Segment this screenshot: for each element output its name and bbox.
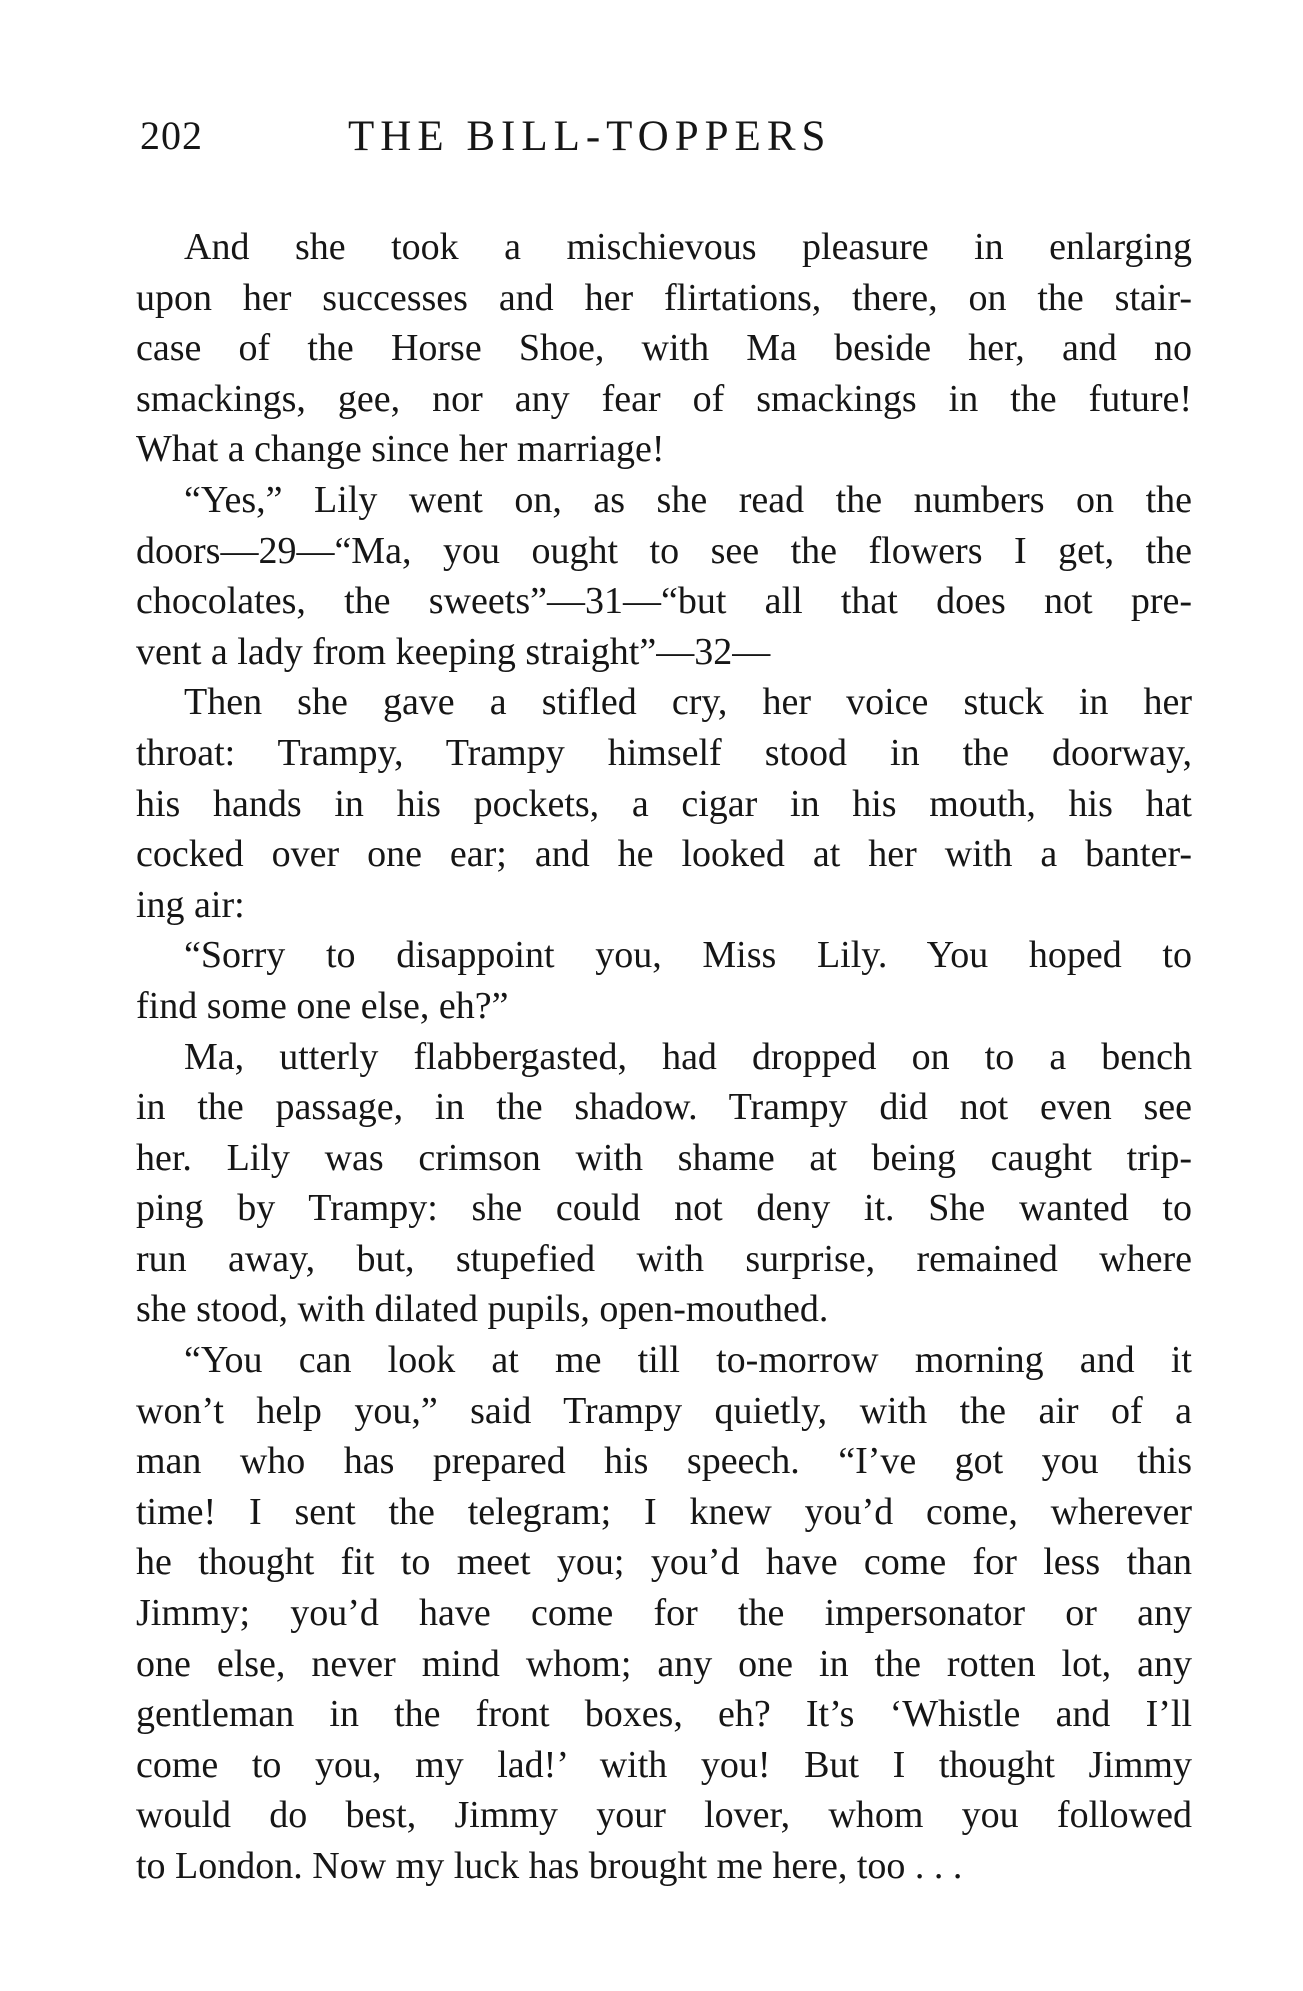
text-line: cocked over one ear; and he looked at her with a banter- bbox=[136, 833, 1192, 876]
running-title: THE BILL-TOPPERS bbox=[348, 113, 832, 160]
text-line: come to you, my lad!’ with you! But I thought Jimmy bbox=[136, 1743, 1192, 1786]
text-line: case of the Horse Shoe, with Ma beside her, and no bbox=[136, 327, 1192, 370]
running-head bbox=[0, 112, 1303, 172]
text-line: in the passage, in the shadow. Trampy did not even see bbox=[136, 1086, 1192, 1129]
text-line: man who has prepared his speech. “I’ve got you this bbox=[136, 1440, 1192, 1483]
text-line: “You can look at me till to-morrow morning and it bbox=[184, 1339, 1192, 1382]
text-line: doors—29—“Ma, you ought to see the flowers I get, the bbox=[136, 529, 1192, 572]
text-line: “Sorry to disappoint you, Miss Lily. You hoped to bbox=[184, 934, 1192, 977]
text-line: And she took a mischievous pleasure in enlarging bbox=[184, 226, 1192, 268]
text-line: smackings, gee, nor any fear of smackings in the future! bbox=[136, 377, 1192, 420]
text-line: find some one else, eh?” bbox=[136, 984, 509, 1027]
text-line: one else, never mind whom; any one in the rotten lot, any bbox=[136, 1642, 1192, 1685]
text-line: chocolates, the sweets”—31—“but all that does not pre- bbox=[136, 580, 1192, 623]
text-line: he thought fit to meet you; you’d have come for less than bbox=[136, 1541, 1192, 1584]
text-line: to London. Now my luck has brought me here, too . . . bbox=[136, 1845, 963, 1887]
text-line: run away, but, stupefied with surprise, remained where bbox=[136, 1237, 1192, 1280]
text-line: throat: Trampy, Trampy himself stood in the doorway, bbox=[136, 731, 1192, 774]
paragraph bbox=[136, 475, 1192, 677]
text-line: she stood, with dilated pupils, open-mouthed. bbox=[136, 1288, 829, 1331]
text-line: Ma, utterly flabbergasted, had dropped on to a bench bbox=[184, 1035, 1192, 1078]
text-line: “Yes,” Lily went on, as she read the numbers on the bbox=[184, 478, 1192, 521]
text-line: ping by Trampy: she could not deny it. She wanted to bbox=[136, 1187, 1192, 1230]
text-line: ing air: bbox=[136, 883, 245, 926]
text-line: her. Lily was crimson with shame at being caught trip- bbox=[136, 1136, 1192, 1179]
text-line: What a change since her marriage! bbox=[136, 428, 665, 471]
text-line: vent a lady from keeping straight”—32— bbox=[136, 630, 771, 673]
text-line: Jimmy; you’d have come for the impersonator or any bbox=[136, 1592, 1192, 1635]
text-line: would do best, Jimmy your lover, whom you followed bbox=[136, 1794, 1192, 1837]
text-line: time! I sent the telegram; I knew you’d come, wherever bbox=[136, 1490, 1192, 1533]
paragraph bbox=[136, 930, 1192, 1031]
text-line: upon her successes and her flirtations, there, on the stair- bbox=[136, 276, 1192, 319]
paragraph bbox=[136, 1032, 1192, 1336]
text-line: gentleman in the front boxes, eh? It’s ‘Whistle and I’ll bbox=[136, 1693, 1192, 1736]
page-number: 202 bbox=[140, 113, 203, 158]
paragraph bbox=[136, 677, 1192, 930]
text-line: Then she gave a stifled cry, her voice stuck in her bbox=[184, 681, 1192, 724]
paragraph bbox=[136, 1335, 1192, 1892]
text-line: won’t help you,” said Trampy quietly, with the air of a bbox=[136, 1389, 1192, 1432]
text-line: his hands in his pockets, a cigar in his mouth, his hat bbox=[136, 782, 1192, 825]
body-text bbox=[136, 222, 1192, 1892]
paragraph bbox=[136, 222, 1192, 475]
